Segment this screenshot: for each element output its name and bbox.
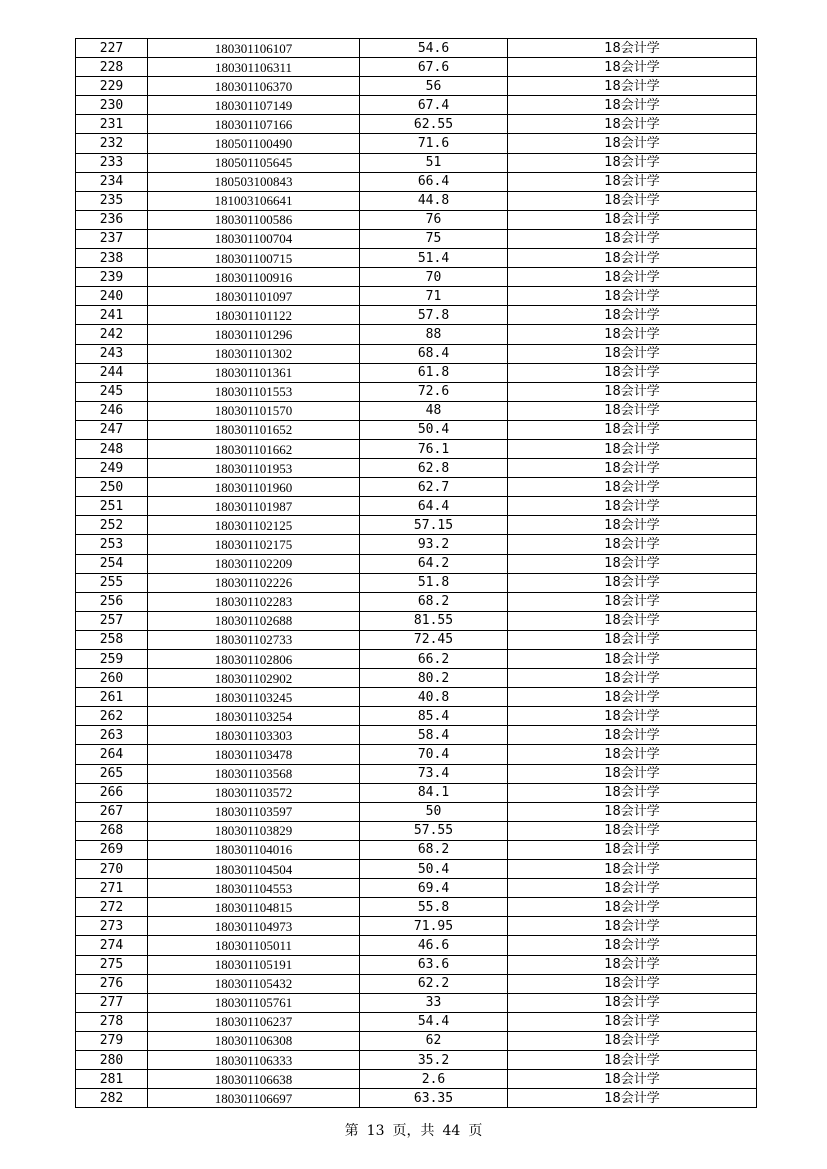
row-number-cell: 247 — [76, 420, 148, 439]
student-id-cell: 180301106697 — [148, 1089, 360, 1108]
footer-total-pages: 44 — [442, 1123, 461, 1139]
major-cell: 18会计学 — [508, 191, 757, 210]
score-cell: 71.95 — [360, 917, 508, 936]
row-number-cell: 227 — [76, 39, 148, 58]
table-row — [76, 745, 757, 764]
table-row — [76, 58, 757, 77]
table-row — [76, 726, 757, 745]
major-cell: 18会计学 — [508, 210, 757, 229]
student-id-cell: 180301105011 — [148, 936, 360, 955]
table-row — [76, 1089, 757, 1108]
score-cell: 67.4 — [360, 96, 508, 115]
score-cell: 93.2 — [360, 535, 508, 554]
table-row — [76, 363, 757, 382]
row-number-cell: 265 — [76, 764, 148, 783]
major-cell: 18会计学 — [508, 630, 757, 649]
major-cell: 18会计学 — [508, 573, 757, 592]
table-row — [76, 783, 757, 802]
table-row — [76, 210, 757, 229]
score-cell: 51.8 — [360, 573, 508, 592]
major-cell: 18会计学 — [508, 974, 757, 993]
score-cell: 50.4 — [360, 420, 508, 439]
table-row — [76, 172, 757, 191]
row-number-cell: 255 — [76, 573, 148, 592]
student-id-cell: 180301103254 — [148, 707, 360, 726]
major-cell: 18会计学 — [508, 726, 757, 745]
student-id-cell: 180301100916 — [148, 268, 360, 287]
score-cell: 35.2 — [360, 1050, 508, 1069]
student-id-cell: 180501105645 — [148, 153, 360, 172]
table-row — [76, 249, 757, 268]
student-id-cell: 180301106308 — [148, 1031, 360, 1050]
table-row — [76, 1070, 757, 1089]
row-number-cell: 241 — [76, 306, 148, 325]
major-cell: 18会计学 — [508, 688, 757, 707]
score-cell: 72.6 — [360, 382, 508, 401]
row-number-cell: 249 — [76, 459, 148, 478]
major-cell: 18会计学 — [508, 382, 757, 401]
row-number-cell: 231 — [76, 115, 148, 134]
major-cell: 18会计学 — [508, 478, 757, 497]
student-id-cell: 180301103478 — [148, 745, 360, 764]
table-row — [76, 439, 757, 458]
major-cell: 18会计学 — [508, 592, 757, 611]
major-cell: 18会计学 — [508, 1031, 757, 1050]
score-cell: 51 — [360, 153, 508, 172]
row-number-cell: 257 — [76, 611, 148, 630]
row-number-cell: 246 — [76, 401, 148, 420]
student-id-cell: 180301100715 — [148, 249, 360, 268]
student-id-cell: 180301101652 — [148, 420, 360, 439]
table-row — [76, 1012, 757, 1031]
row-number-cell: 228 — [76, 58, 148, 77]
row-number-cell: 267 — [76, 802, 148, 821]
table-row — [76, 497, 757, 516]
table-row — [76, 96, 757, 115]
footer-page-number: 13 — [366, 1123, 385, 1139]
score-cell: 84.1 — [360, 783, 508, 802]
row-number-cell: 233 — [76, 153, 148, 172]
row-number-cell: 277 — [76, 993, 148, 1012]
major-cell: 18会计学 — [508, 840, 757, 859]
table-row — [76, 77, 757, 96]
row-number-cell: 263 — [76, 726, 148, 745]
row-number-cell: 275 — [76, 955, 148, 974]
major-cell: 18会计学 — [508, 96, 757, 115]
student-id-cell: 180301105432 — [148, 974, 360, 993]
row-number-cell: 270 — [76, 860, 148, 879]
student-id-cell: 180301103829 — [148, 821, 360, 840]
table-row — [76, 898, 757, 917]
major-cell: 18会计学 — [508, 134, 757, 153]
table-row — [76, 478, 757, 497]
score-cell: 88 — [360, 325, 508, 344]
row-number-cell: 261 — [76, 688, 148, 707]
score-cell: 68.4 — [360, 344, 508, 363]
table-row — [76, 936, 757, 955]
major-cell: 18会计学 — [508, 249, 757, 268]
table-row — [76, 688, 757, 707]
score-cell: 63.6 — [360, 955, 508, 974]
student-id-cell: 180301101553 — [148, 382, 360, 401]
student-id-cell: 180301103597 — [148, 802, 360, 821]
major-cell: 18会计学 — [508, 439, 757, 458]
row-number-cell: 258 — [76, 630, 148, 649]
table-row — [76, 268, 757, 287]
major-cell: 18会计学 — [508, 306, 757, 325]
table-row — [76, 306, 757, 325]
major-cell: 18会计学 — [508, 745, 757, 764]
student-id-cell: 180301103572 — [148, 783, 360, 802]
major-cell: 18会计学 — [508, 401, 757, 420]
score-cell: 46.6 — [360, 936, 508, 955]
student-id-cell: 180301101960 — [148, 478, 360, 497]
student-id-cell: 180301106311 — [148, 58, 360, 77]
score-cell: 62.2 — [360, 974, 508, 993]
row-number-cell: 230 — [76, 96, 148, 115]
score-cell: 62 — [360, 1031, 508, 1050]
student-id-cell: 180301107149 — [148, 96, 360, 115]
table-row — [76, 879, 757, 898]
score-cell: 61.8 — [360, 363, 508, 382]
major-cell: 18会计学 — [508, 172, 757, 191]
student-id-cell: 180301101097 — [148, 287, 360, 306]
score-cell: 70.4 — [360, 745, 508, 764]
major-cell: 18会计学 — [508, 39, 757, 58]
table-row — [76, 611, 757, 630]
major-cell: 18会计学 — [508, 325, 757, 344]
major-cell: 18会计学 — [508, 669, 757, 688]
table-row — [76, 669, 757, 688]
table-row — [76, 802, 757, 821]
major-cell: 18会计学 — [508, 77, 757, 96]
row-number-cell: 256 — [76, 592, 148, 611]
table-row — [76, 1050, 757, 1069]
table-row — [76, 153, 757, 172]
table-row — [76, 459, 757, 478]
score-cell: 57.15 — [360, 516, 508, 535]
table-row — [76, 554, 757, 573]
table-row — [76, 401, 757, 420]
row-number-cell: 250 — [76, 478, 148, 497]
row-number-cell: 252 — [76, 516, 148, 535]
student-id-cell: 180301107166 — [148, 115, 360, 134]
row-number-cell: 266 — [76, 783, 148, 802]
student-id-cell: 180301101953 — [148, 459, 360, 478]
major-cell: 18会计学 — [508, 229, 757, 248]
table-row — [76, 134, 757, 153]
score-cell: 66.2 — [360, 650, 508, 669]
row-number-cell: 238 — [76, 249, 148, 268]
student-id-cell: 180301104815 — [148, 898, 360, 917]
score-cell: 85.4 — [360, 707, 508, 726]
row-number-cell: 281 — [76, 1070, 148, 1089]
score-cell: 72.45 — [360, 630, 508, 649]
table-row — [76, 420, 757, 439]
table-row — [76, 573, 757, 592]
score-cell: 40.8 — [360, 688, 508, 707]
table-row — [76, 955, 757, 974]
student-id-cell: 180301106638 — [148, 1070, 360, 1089]
table-row — [76, 344, 757, 363]
row-number-cell: 237 — [76, 229, 148, 248]
row-number-cell: 243 — [76, 344, 148, 363]
table-row — [76, 840, 757, 859]
student-id-cell: 180301106333 — [148, 1050, 360, 1069]
major-cell: 18会计学 — [508, 936, 757, 955]
score-cell: 57.8 — [360, 306, 508, 325]
table-row — [76, 115, 757, 134]
student-id-cell: 180301106237 — [148, 1012, 360, 1031]
major-cell: 18会计学 — [508, 821, 757, 840]
student-id-cell: 180301102125 — [148, 516, 360, 535]
table-row — [76, 592, 757, 611]
score-cell: 68.2 — [360, 592, 508, 611]
student-id-cell: 180301102688 — [148, 611, 360, 630]
score-cell: 67.6 — [360, 58, 508, 77]
major-cell: 18会计学 — [508, 459, 757, 478]
table-row — [76, 1031, 757, 1050]
row-number-cell: 279 — [76, 1031, 148, 1050]
major-cell: 18会计学 — [508, 898, 757, 917]
row-number-cell: 264 — [76, 745, 148, 764]
table-row — [76, 287, 757, 306]
row-number-cell: 282 — [76, 1089, 148, 1108]
row-number-cell: 272 — [76, 898, 148, 917]
table-row — [76, 764, 757, 783]
score-cell: 62.8 — [360, 459, 508, 478]
page-footer — [0, 1120, 827, 1140]
score-cell: 68.2 — [360, 840, 508, 859]
row-number-cell: 262 — [76, 707, 148, 726]
table-row — [76, 325, 757, 344]
table-row — [76, 993, 757, 1012]
table-row — [76, 39, 757, 58]
score-cell: 69.4 — [360, 879, 508, 898]
score-cell: 54.4 — [360, 1012, 508, 1031]
table-row — [76, 516, 757, 535]
row-number-cell: 248 — [76, 439, 148, 458]
row-number-cell: 259 — [76, 650, 148, 669]
row-number-cell: 276 — [76, 974, 148, 993]
row-number-cell: 242 — [76, 325, 148, 344]
student-id-cell: 180301104504 — [148, 860, 360, 879]
major-cell: 18会计学 — [508, 1089, 757, 1108]
student-id-cell: 180301102806 — [148, 650, 360, 669]
student-id-cell: 180301106107 — [148, 39, 360, 58]
student-id-cell: 180301104973 — [148, 917, 360, 936]
row-number-cell: 260 — [76, 669, 148, 688]
score-cell: 33 — [360, 993, 508, 1012]
row-number-cell: 274 — [76, 936, 148, 955]
row-number-cell: 278 — [76, 1012, 148, 1031]
student-id-cell: 180301100704 — [148, 229, 360, 248]
student-id-cell: 180301102902 — [148, 669, 360, 688]
student-id-cell: 180301101302 — [148, 344, 360, 363]
row-number-cell: 271 — [76, 879, 148, 898]
major-cell: 18会计学 — [508, 1070, 757, 1089]
row-number-cell: 273 — [76, 917, 148, 936]
row-number-cell: 240 — [76, 287, 148, 306]
score-cell: 62.55 — [360, 115, 508, 134]
score-cell: 58.4 — [360, 726, 508, 745]
score-cell: 64.2 — [360, 554, 508, 573]
student-id-cell: 180301103568 — [148, 764, 360, 783]
student-id-cell: 180301105761 — [148, 993, 360, 1012]
score-cell: 64.4 — [360, 497, 508, 516]
table-row — [76, 821, 757, 840]
major-cell: 18会计学 — [508, 287, 757, 306]
table-row — [76, 860, 757, 879]
score-table — [75, 38, 757, 1108]
score-cell: 71.6 — [360, 134, 508, 153]
student-id-cell: 181003106641 — [148, 191, 360, 210]
score-cell: 63.35 — [360, 1089, 508, 1108]
score-cell: 62.7 — [360, 478, 508, 497]
student-id-cell: 180301105191 — [148, 955, 360, 974]
score-cell: 76.1 — [360, 439, 508, 458]
student-id-cell: 180301101570 — [148, 401, 360, 420]
score-cell: 81.55 — [360, 611, 508, 630]
major-cell: 18会计学 — [508, 993, 757, 1012]
student-id-cell: 180301101662 — [148, 439, 360, 458]
major-cell: 18会计学 — [508, 535, 757, 554]
student-id-cell: 180301101122 — [148, 306, 360, 325]
student-id-cell: 180301102175 — [148, 535, 360, 554]
major-cell: 18会计学 — [508, 497, 757, 516]
score-cell: 80.2 — [360, 669, 508, 688]
student-id-cell: 180301101987 — [148, 497, 360, 516]
major-cell: 18会计学 — [508, 420, 757, 439]
student-id-cell: 180301101296 — [148, 325, 360, 344]
footer-prefix: 第 — [344, 1123, 359, 1139]
student-id-cell: 180301106370 — [148, 77, 360, 96]
major-cell: 18会计学 — [508, 879, 757, 898]
score-cell: 75 — [360, 229, 508, 248]
score-cell: 66.4 — [360, 172, 508, 191]
score-cell: 76 — [360, 210, 508, 229]
major-cell: 18会计学 — [508, 554, 757, 573]
student-id-cell: 180501100490 — [148, 134, 360, 153]
student-id-cell: 180301102283 — [148, 592, 360, 611]
table-row — [76, 535, 757, 554]
table-row — [76, 974, 757, 993]
score-cell: 51.4 — [360, 249, 508, 268]
table-row — [76, 191, 757, 210]
score-cell: 73.4 — [360, 764, 508, 783]
row-number-cell: 232 — [76, 134, 148, 153]
score-cell: 44.8 — [360, 191, 508, 210]
row-number-cell: 253 — [76, 535, 148, 554]
major-cell: 18会计学 — [508, 363, 757, 382]
major-cell: 18会计学 — [508, 860, 757, 879]
table-row — [76, 707, 757, 726]
major-cell: 18会计学 — [508, 268, 757, 287]
student-id-cell: 180301102733 — [148, 630, 360, 649]
row-number-cell: 269 — [76, 840, 148, 859]
footer-suffix: 页 — [468, 1123, 483, 1139]
score-cell: 57.55 — [360, 821, 508, 840]
student-id-cell: 180301102209 — [148, 554, 360, 573]
student-id-cell: 180301101361 — [148, 363, 360, 382]
score-table-body — [76, 39, 757, 1108]
row-number-cell: 268 — [76, 821, 148, 840]
major-cell: 18会计学 — [508, 955, 757, 974]
score-cell: 48 — [360, 401, 508, 420]
row-number-cell: 229 — [76, 77, 148, 96]
major-cell: 18会计学 — [508, 764, 757, 783]
row-number-cell: 235 — [76, 191, 148, 210]
major-cell: 18会计学 — [508, 802, 757, 821]
major-cell: 18会计学 — [508, 115, 757, 134]
major-cell: 18会计学 — [508, 153, 757, 172]
row-number-cell: 251 — [76, 497, 148, 516]
score-cell: 70 — [360, 268, 508, 287]
student-id-cell: 180301103245 — [148, 688, 360, 707]
student-id-cell: 180301104016 — [148, 840, 360, 859]
score-cell: 56 — [360, 77, 508, 96]
major-cell: 18会计学 — [508, 1050, 757, 1069]
row-number-cell: 254 — [76, 554, 148, 573]
student-id-cell: 180503100843 — [148, 172, 360, 191]
row-number-cell: 244 — [76, 363, 148, 382]
major-cell: 18会计学 — [508, 1012, 757, 1031]
major-cell: 18会计学 — [508, 344, 757, 363]
footer-middle: 页，共 — [392, 1123, 435, 1139]
row-number-cell: 239 — [76, 268, 148, 287]
major-cell: 18会计学 — [508, 516, 757, 535]
major-cell: 18会计学 — [508, 917, 757, 936]
score-cell: 50.4 — [360, 860, 508, 879]
score-cell: 71 — [360, 287, 508, 306]
major-cell: 18会计学 — [508, 707, 757, 726]
major-cell: 18会计学 — [508, 783, 757, 802]
student-id-cell: 180301100586 — [148, 210, 360, 229]
row-number-cell: 234 — [76, 172, 148, 191]
score-cell: 2.6 — [360, 1070, 508, 1089]
table-row — [76, 650, 757, 669]
student-id-cell: 180301104553 — [148, 879, 360, 898]
table-row — [76, 382, 757, 401]
major-cell: 18会计学 — [508, 611, 757, 630]
table-row — [76, 630, 757, 649]
score-cell: 54.6 — [360, 39, 508, 58]
table-row — [76, 229, 757, 248]
table-row — [76, 917, 757, 936]
student-id-cell: 180301102226 — [148, 573, 360, 592]
score-cell: 55.8 — [360, 898, 508, 917]
major-cell: 18会计学 — [508, 650, 757, 669]
row-number-cell: 280 — [76, 1050, 148, 1069]
student-id-cell: 180301103303 — [148, 726, 360, 745]
row-number-cell: 245 — [76, 382, 148, 401]
score-cell: 50 — [360, 802, 508, 821]
major-cell: 18会计学 — [508, 58, 757, 77]
row-number-cell: 236 — [76, 210, 148, 229]
